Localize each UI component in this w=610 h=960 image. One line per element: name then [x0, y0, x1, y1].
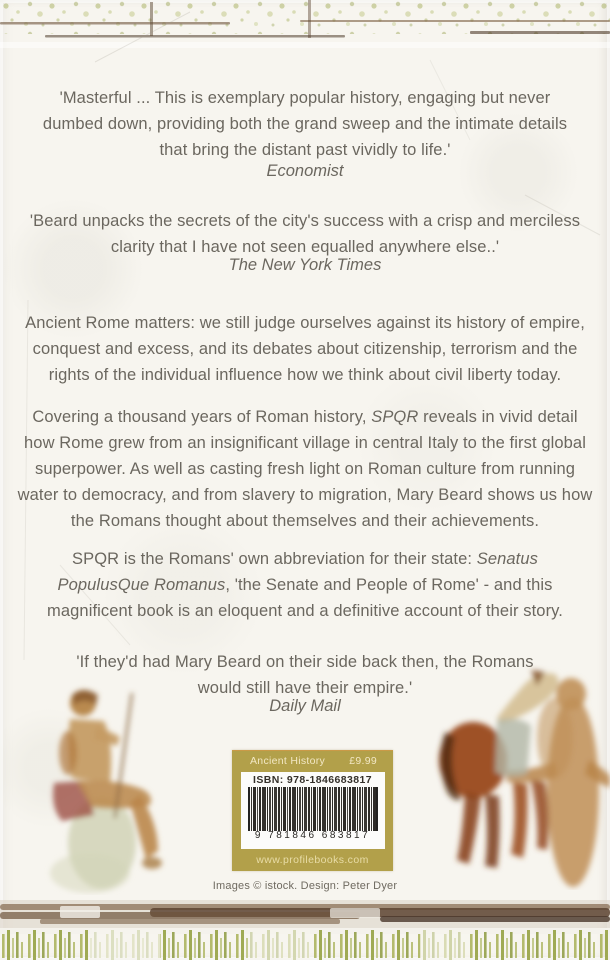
isbn-number: ISBN: 978-1846683817: [253, 774, 372, 786]
horse-and-groom-fresco-image: [405, 642, 610, 890]
category-label: Ancient History: [250, 755, 326, 767]
endorsement-source-economist: Economist: [266, 162, 344, 180]
endorsement-quote-nyt: 'Beard unpacks the secrets of the city's success with a crisp and merciless clarity that I have not seen equalled anywhere else..': [29, 211, 581, 256]
endorsement-quote-economist: 'Masterful ... This is exemplary popular history, engaging but never dumbed down, providing both the grand sweep and the intimate details that bring the distant past vividly to life.': [42, 88, 568, 159]
blurb-paragraph-2: Covering a thousand years of Roman history, SPQR reveals in vivid detail how Rome grew from an insignificant village in central Italy to the first global superpower. As well as casting fresh light on Roman culture from running water to democracy, and from slavery to migration, Mary Beard shows us how the Romans thought about themselves and their achievements.: [17, 407, 593, 530]
blurb-paragraph-1: Ancient Rome matters: we still judge ourselves against its history of empire, conquest and excess, and its debates about citizenship, terrorism and the rights of the individual influence how we think about civil liberty today.: [25, 313, 585, 384]
sales-panel: [232, 750, 393, 871]
price-label: £9.99: [349, 755, 377, 767]
category-price-strip: [232, 750, 393, 772]
endorsement-quote-dailymail: 'If they'd had Mary Beard on their side back then, the Romans would still have their empire.': [76, 652, 534, 697]
seated-roman-figure-fresco-image: [22, 683, 172, 895]
endorsement-source-nyt: The New York Times: [228, 256, 382, 274]
blurb-paragraph-3: SPQR is the Romans' own abbreviation for their state: Senatus PopulusQue Romanus, 'the Senate and People of Rome' - and this magnificent book is an eloquent and a definitive account of their story.: [47, 549, 563, 620]
barcode-digits: 9 781846 683817: [254, 830, 371, 841]
weathered-bottom-edge-texture: [0, 898, 610, 960]
barcode-box: [241, 772, 385, 849]
publisher-website: www.profilebooks.com: [256, 854, 369, 866]
barcode-image: [248, 787, 378, 831]
endorsement-source-dailymail: Daily Mail: [269, 697, 341, 715]
image-design-credits: Images © istock. Design: Peter Dyer: [212, 880, 398, 892]
